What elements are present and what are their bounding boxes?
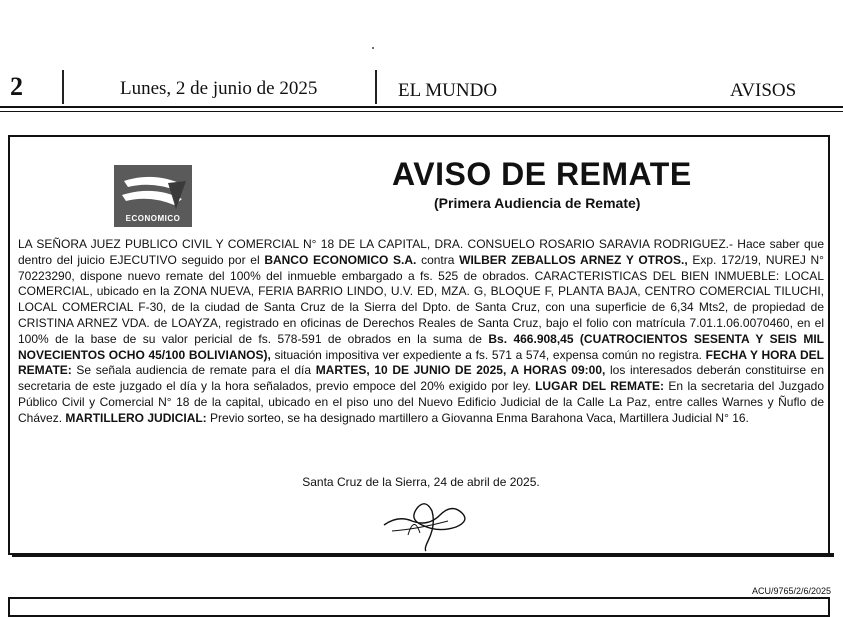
body-text: LA SEÑORA JUEZ PUBLICO CIVIL Y COMERCIAL N° 18 DE LA CAPITAL, DRA. CONSUELO ROSARIO SARAVIA RODRIGUEZ.- Hace saber que dentro del juicio EJECUTIVO seguido por el <box>18 237 824 267</box>
auction-notice <box>8 135 830 555</box>
logo-text: ECONOMICO <box>125 214 181 223</box>
body-text: Previo sorteo, se ha designado martillero a Giovanna Enma Barahona Vaca, Martillera Judicial N° 16. <box>206 410 749 425</box>
header-rule <box>0 111 843 112</box>
reference-code: ACU/9765/2/6/2025 <box>751 586 831 596</box>
header-divider <box>62 70 64 104</box>
bank-logo <box>114 165 192 227</box>
notice-title: AVISO DE REMATE <box>392 156 692 192</box>
header-rule <box>0 106 843 108</box>
speck <box>372 47 374 49</box>
body-text: los interesados deberán constituirse en secretaria de este juzgado el día y la hora señalados, previo empoce del 20% exigido por ley. <box>18 363 824 394</box>
body-text: Se señala audiencia de remate para el día <box>71 363 316 378</box>
notice-body <box>18 237 824 427</box>
body-text: Exp. 172/19, NUREJ N° 70223290, dispone nuevo remate del 100% del inmueble embargado a fs. 525 de obrados. CARACTERISTICAS DEL BIEN INMUEBLE: LOCAL COMERCIAL, ubicado en la ZONA NUEVA, FERIA BARRIO LINDO, U.V. ED, MZA. G, BLOQUE F, PLANTA BAJA, CENTRO COMERCIAL TILUCHI, LOCAL COMERCIAL F-30, de la ciudad de Santa Cruz de la Sierra del Dpto. de Santa Cruz, con una superficie de 6,34 Mts2, de propiedad de CRISTINA ARNEZ VDA. de LOAYZA, registrado en oficinas de Derechos Reales de Santa Cruz, bajo el folio con matrícula 7.01.1.06.0070460, en el 100% de la base de su valor pericial de fs. 578-591 de obrados en la suma de <box>18 252 824 346</box>
notice-subtitle: (Primera Audiencia de Remate) <box>434 195 641 211</box>
body-emphasis: BANCO ECONOMICO S.A. <box>264 252 417 267</box>
body-emphasis: MARTILLERO JUDICIAL: <box>65 410 207 425</box>
body-text: contra <box>416 252 460 267</box>
body-text: En la secretaria del Juzgado Público Civil y Comercial N° 18 de la capital, ubicado en el piso uno del Nuevo Edificio Judicial de la Calle La Paz, entre calles Warnes y Ñuflo de Chávez. <box>18 379 824 425</box>
notice-border-shadow <box>12 553 834 557</box>
next-notice-box <box>8 597 830 617</box>
issue-date: Lunes, 2 de junio de 2025 <box>120 78 318 99</box>
place-and-date: Santa Cruz de la Sierra, 24 de abril de 2025. <box>302 475 540 489</box>
handwritten-signature <box>378 485 478 555</box>
body-text: situación impositiva ver expediente a fs. 571 a 574, expensa común no registra. <box>270 347 706 362</box>
body-emphasis: FECHA Y HORA DEL REMATE: <box>18 347 824 378</box>
body-emphasis: WILBER ZEBALLOS ARNEZ Y OTROS., <box>459 252 688 267</box>
page-number: 2 <box>10 72 23 101</box>
section-name: AVISOS <box>730 80 797 101</box>
newspaper-name: EL MUNDO <box>398 80 498 101</box>
newspaper-header <box>0 66 843 118</box>
body-emphasis: Bs. 466.908,45 (CUATROCIENTOS SESENTA Y SEIS MIL NOVECIENTOS OCHO 45/100 BOLIVIANOS), <box>18 331 824 362</box>
body-emphasis: LUGAR DEL REMATE: <box>535 379 665 394</box>
body-emphasis: MARTES, 10 DE JUNIO DE 2025, A HORAS 09:00, <box>315 363 606 378</box>
header-divider <box>375 70 377 104</box>
